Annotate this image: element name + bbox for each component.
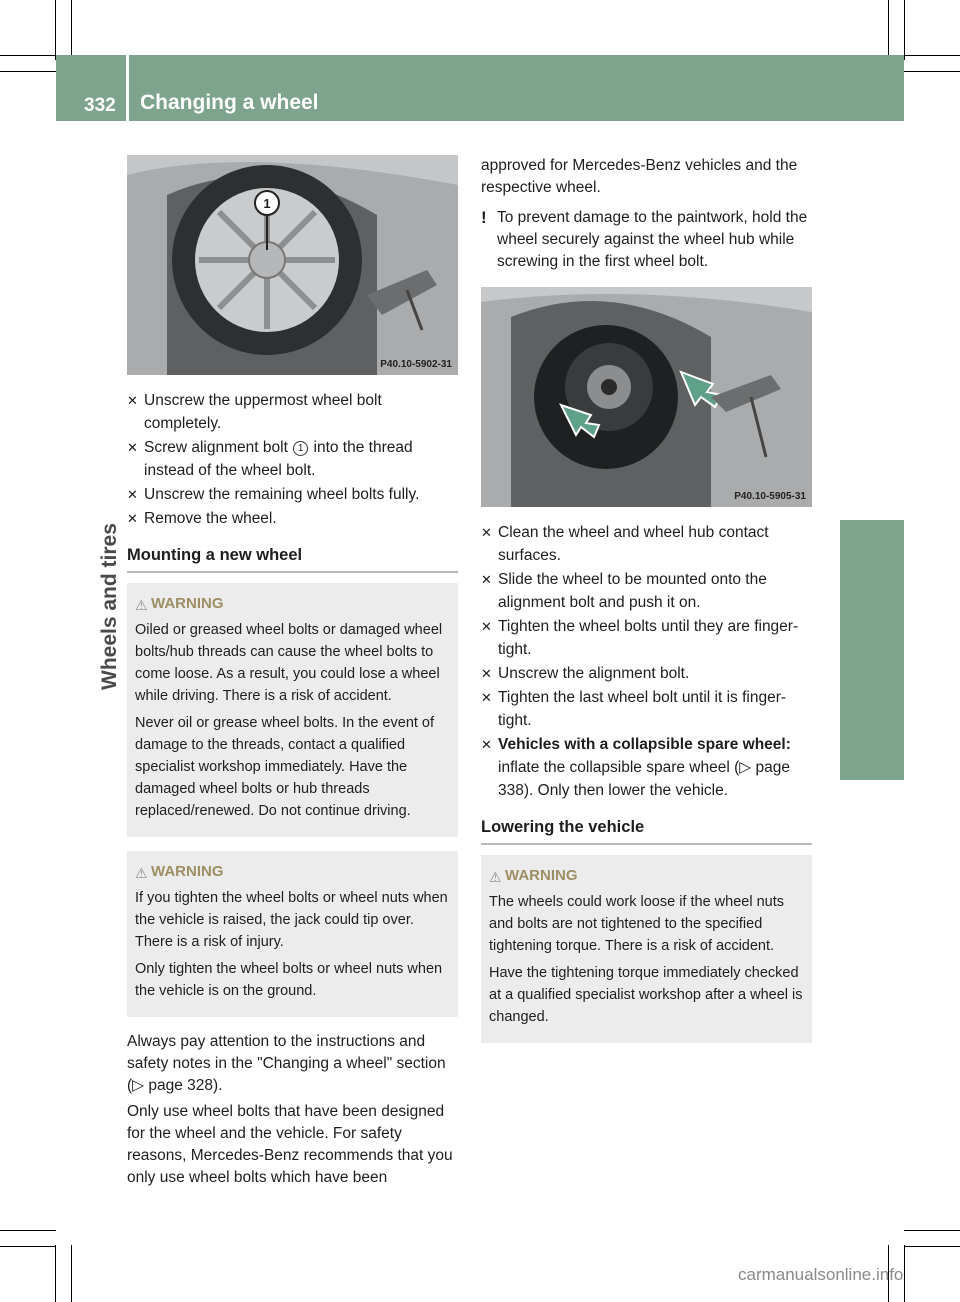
warning-box: [127, 583, 458, 837]
page-title: Changing a wheel: [140, 91, 319, 114]
exclamation-icon: !: [481, 208, 487, 227]
header-divider: [126, 55, 129, 121]
step-item: [127, 483, 458, 506]
warning-text: Oiled or greased wheel bolts or damaged wheel bolts/hub threads can cause the wheel bolts to come loose. As a result, you could lose a wheel while driving. There is a risk of accident.: [135, 622, 443, 704]
body-paragraph: Only use wheel bolts that have been designed for the wheel and the vehicle. For safety reasons, Mercedes-Benz recommends that you only use wheel bolts which have been: [127, 1103, 453, 1186]
step-arrow-icon: ✕: [481, 525, 492, 540]
right-column: [481, 155, 812, 1043]
crop-mark: [0, 1230, 56, 1231]
crop-mark: [0, 71, 56, 72]
figure-code: P40.10-5905-31: [734, 491, 806, 502]
section-heading-lowering: Lowering the vehicle: [481, 803, 812, 845]
crop-mark: [71, 0, 72, 60]
step-text: Clean the wheel and wheel hub contact surfaces.: [498, 524, 769, 564]
step-arrow-icon: ✕: [127, 440, 138, 455]
step-arrow-icon: ✕: [481, 572, 492, 587]
step-text: Screw alignment bolt: [144, 439, 288, 456]
step-item: [481, 733, 812, 802]
step-item: [127, 436, 458, 482]
warning-text: Only tighten the wheel bolts or wheel nuts when the vehicle is on the ground.: [135, 961, 443, 999]
step-arrow-icon: ✕: [481, 666, 492, 681]
wheel-mounting-illustration: [481, 287, 812, 507]
page-number: 332: [84, 95, 116, 116]
crop-mark: [71, 1245, 72, 1302]
step-text: Tighten the wheel bolts until they are finger-tight.: [498, 618, 799, 658]
side-tab-label: Wheels and tires: [98, 523, 121, 690]
step-text: Slide the wheel to be mounted onto the alignment bolt and push it on.: [498, 571, 767, 611]
crop-mark: [888, 0, 889, 60]
crop-mark: [55, 1245, 56, 1302]
warning-text: The wheels could work loose if the wheel nuts and bolts are not tightened to the specified tightening torque. There is a risk of accident.: [489, 894, 784, 954]
warning-box: [481, 855, 812, 1043]
section-heading-mounting: Mounting a new wheel: [127, 531, 458, 573]
watermark: carmanualsonline.info: [738, 1265, 904, 1284]
step-text: Tighten the last wheel bolt until it is finger-tight.: [498, 689, 787, 729]
caution-note: ! To prevent damage to the paintwork, hold the wheel securely against the wheel hub while screwing in the first wheel bolt.: [481, 208, 808, 270]
warning-text: If you tighten the wheel bolts or wheel nuts when the vehicle is raised, the jack could tip over. There is a risk of injury.: [135, 890, 448, 950]
step-arrow-icon: ✕: [127, 511, 138, 526]
step-arrow-icon: ✕: [127, 393, 138, 408]
step-arrow-icon: ✕: [127, 487, 138, 502]
step-text: into the thread instead of the wheel bolt.: [144, 439, 413, 479]
step-item: [127, 507, 458, 530]
step-arrow-icon: ✕: [481, 619, 492, 634]
warning-text: Never oil or grease wheel bolts. In the event of damage to the threads, contact a qualified specialist workshop immediately. Have the damaged wheel bolts or hub threads replaced/renewed. Do not continue driving.: [135, 715, 435, 819]
warning-triangle-icon: ⚠: [135, 865, 148, 881]
figure-code: P40.10-5902-31: [380, 359, 452, 370]
warning-title: ⚠ WARNING: [135, 593, 450, 615]
warning-triangle-icon: ⚠: [489, 869, 502, 885]
step-text: Unscrew the alignment bolt.: [498, 665, 690, 682]
warning-title: ⚠ WARNING: [489, 865, 804, 887]
warning-title: ⚠ WARNING: [135, 861, 450, 883]
crop-mark: [55, 0, 56, 60]
crop-mark: [904, 1245, 905, 1302]
left-column: [127, 155, 458, 1193]
step-arrow-icon: ✕: [481, 690, 492, 705]
figure-wheel-removal: [127, 155, 458, 375]
crop-mark: [904, 55, 960, 56]
side-tab: [840, 520, 904, 780]
step-text: Unscrew the uppermost wheel bolt completely.: [144, 392, 382, 432]
wheel-removal-illustration: [127, 155, 458, 375]
figure-callout-1: 1: [263, 196, 271, 211]
step-item: [481, 521, 812, 567]
crop-mark: [904, 71, 960, 72]
step-arrow-icon: ✕: [481, 737, 492, 752]
step-text: Remove the wheel.: [144, 510, 277, 527]
crop-mark: [0, 1246, 56, 1247]
step-text: inflate the collapsible spare wheel (▷ page 338). Only then lower the vehicle.: [498, 759, 790, 799]
body-paragraph: Always pay attention to the instructions and safety notes in the "Changing a wheel" section (▷ page 328).: [127, 1033, 446, 1094]
crop-mark: [0, 55, 56, 56]
crop-mark: [904, 1246, 960, 1247]
step-item: [127, 389, 458, 435]
step-item: [481, 686, 812, 732]
figure-wheel-mounting: [481, 287, 812, 507]
step-bold-text: Vehicles with a collapsible spare wheel:: [498, 736, 791, 753]
callout-1-icon: 1: [293, 441, 308, 456]
warning-box: [127, 851, 458, 1017]
step-item: [481, 662, 812, 685]
body-paragraph: approved for Mercedes-Benz vehicles and the respective wheel.: [481, 157, 798, 196]
warning-text: Have the tightening torque immediately checked at a qualified specialist workshop after a wheel is changed.: [489, 965, 803, 1025]
crop-mark: [904, 1230, 960, 1231]
step-text: Unscrew the remaining wheel bolts fully.: [144, 486, 420, 503]
warning-triangle-icon: ⚠: [135, 597, 148, 613]
crop-mark: [904, 0, 905, 60]
step-item: [481, 615, 812, 661]
step-item: [481, 568, 812, 614]
